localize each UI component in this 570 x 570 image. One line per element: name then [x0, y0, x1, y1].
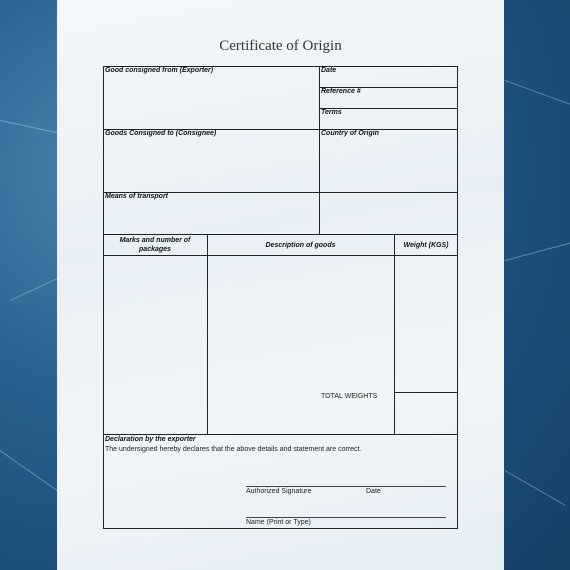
- reference-field[interactable]: [320, 97, 457, 107]
- date-field[interactable]: [320, 76, 457, 86]
- page-title: Certificate of Origin: [219, 38, 342, 54]
- exporter-field[interactable]: [104, 77, 318, 128]
- terms-label: Terms: [321, 109, 342, 116]
- signature-line: [246, 486, 446, 487]
- reference-label: Reference #: [321, 88, 361, 95]
- certificate-page: [57, 0, 504, 570]
- signature-date-label: Date: [366, 488, 381, 495]
- transport-label: Means of transport: [105, 193, 169, 200]
- date-label: Date: [321, 67, 337, 74]
- consignee-field[interactable]: [104, 140, 318, 191]
- description-column[interactable]: [208, 256, 393, 433]
- table-header-description: Description of goods: [265, 242, 336, 249]
- declaration-heading: Declaration by the exporter: [105, 436, 196, 443]
- weight-column[interactable]: [395, 256, 457, 391]
- terms-field[interactable]: [320, 118, 457, 128]
- signature-field[interactable]: [246, 466, 446, 486]
- total-weights-label: TOTAL WEIGHTS: [321, 393, 378, 400]
- consignee-label: Goods Consigned to (Consignee): [105, 130, 217, 137]
- name-label: Name (Print or Type): [246, 519, 311, 526]
- table-header-marks: Marks and number of packages: [119, 237, 191, 253]
- authorized-signature-label: Authorized Signature: [246, 488, 312, 495]
- total-weight-field[interactable]: [395, 393, 457, 433]
- declaration-text: The undersigned hereby declares that the above details and statement are correct.: [105, 446, 362, 453]
- marks-column[interactable]: [104, 256, 206, 433]
- name-field[interactable]: [246, 499, 446, 517]
- exporter-label: Good consigned from (Exporter): [105, 67, 214, 74]
- name-line: [246, 517, 446, 518]
- country-of-origin-label: Country of Origin: [321, 130, 379, 137]
- table-header-weight: Weight (KGS): [403, 242, 449, 249]
- certificate-form: [103, 66, 458, 529]
- country-of-origin-field[interactable]: [320, 140, 457, 191]
- transport-field[interactable]: [104, 203, 318, 233]
